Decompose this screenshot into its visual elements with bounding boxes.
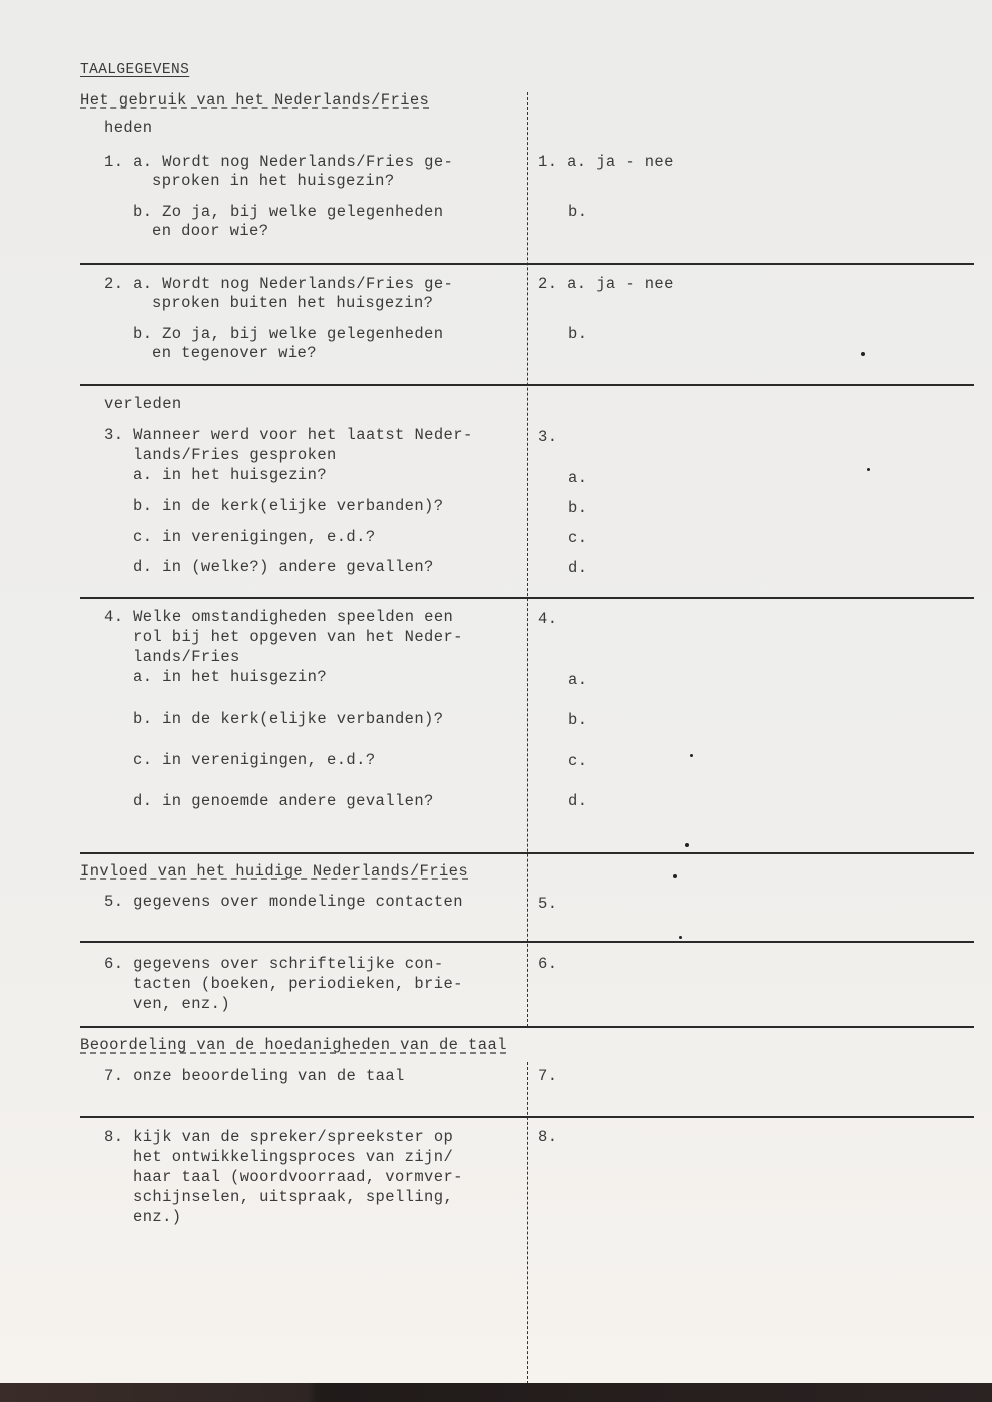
answer-field-3a[interactable]: a. — [568, 469, 588, 487]
scan-speck — [861, 352, 865, 356]
answer-field-4c[interactable]: c. — [568, 752, 588, 770]
question-text: en tegenover wie? — [152, 344, 317, 362]
row-divider — [80, 852, 974, 854]
question-text: lands/Fries — [133, 648, 240, 666]
question-text: sproken buiten het huisgezin? — [152, 294, 434, 312]
document-title: TAALGEGEVENS — [80, 62, 190, 78]
answer-field-1a[interactable]: 1. a. ja - nee — [538, 153, 674, 171]
question-item: d. in (welke?) andere gevallen? — [133, 558, 434, 576]
question-text: schijnselen, uitspraak, spelling, — [133, 1188, 454, 1206]
question-item: c. in verenigingen, e.d.? — [133, 751, 376, 769]
section-heading-invloed: Invloed van het huidige Nederlands/Fries — [80, 862, 469, 880]
section-heading-beoordeling: Beoordeling van de hoedanigheden van de taal — [80, 1036, 507, 1054]
question-text: haar taal (woordvoorraad, vormver- — [133, 1168, 463, 1186]
question-text: b. Zo ja, bij welke gelegenheden — [133, 203, 444, 221]
answer-field-4d[interactable]: d. — [568, 792, 588, 810]
scan-speck — [679, 936, 682, 939]
answer-field-1b[interactable]: b. — [568, 203, 588, 221]
question-text: 1. a. Wordt nog Nederlands/Fries ge- — [104, 153, 454, 171]
question-text: rol bij het opgeven van het Neder- — [133, 628, 463, 646]
question-text: b. Zo ja, bij welke gelegenheden — [133, 325, 444, 343]
row-divider — [80, 1116, 974, 1118]
scan-speck — [867, 468, 870, 471]
question-item: b. in de kerk(elijke verbanden)? — [133, 710, 444, 728]
section-heading-gebruik: Het gebruik van het Nederlands/Fries — [80, 91, 430, 109]
answer-field-4a[interactable]: a. — [568, 671, 588, 689]
answer-field-2b[interactable]: b. — [568, 325, 588, 343]
question-text: het ontwikkelingsproces van zijn/ — [133, 1148, 454, 1166]
scan-background-edge — [0, 1383, 992, 1402]
question-item: a. in het huisgezin? — [133, 466, 328, 484]
question-text: 4. Welke omstandigheden speelden een — [104, 608, 454, 626]
question-text: 5. gegevens over mondelinge contacten — [104, 893, 463, 911]
question-text: 7. onze beoordeling van de taal — [104, 1067, 405, 1085]
answer-field-3[interactable]: 3. — [538, 428, 558, 446]
scan-speck — [685, 843, 689, 847]
question-text: 6. gegevens over schriftelijke con- — [104, 955, 444, 973]
row-divider — [80, 597, 974, 599]
question-text: 2. a. Wordt nog Nederlands/Fries ge- — [104, 275, 454, 293]
question-text: lands/Fries gesproken — [133, 446, 337, 464]
answer-field-3d[interactable]: d. — [568, 559, 588, 577]
question-text: enz.) — [133, 1208, 182, 1226]
column-divider-lower — [527, 1062, 528, 1384]
question-item: c. in verenigingen, e.d.? — [133, 528, 376, 546]
answer-field-4b[interactable]: b. — [568, 711, 588, 729]
answer-field-2a[interactable]: 2. a. ja - nee — [538, 275, 674, 293]
answer-field-4[interactable]: 4. — [538, 610, 558, 628]
scan-speck — [673, 874, 677, 878]
answer-field-5[interactable]: 5. — [538, 895, 558, 913]
answer-field-7[interactable]: 7. — [538, 1067, 558, 1085]
answer-field-8[interactable]: 8. — [538, 1128, 558, 1146]
question-text: 3. Wanneer werd voor het laatst Neder- — [104, 426, 473, 444]
subheading-heden: heden — [104, 119, 153, 137]
question-text: sproken in het huisgezin? — [152, 172, 395, 190]
question-text: 8. kijk van de spreker/spreekster op — [104, 1128, 454, 1146]
question-item: b. in de kerk(elijke verbanden)? — [133, 497, 444, 515]
question-item: a. in het huisgezin? — [133, 668, 328, 686]
answer-field-3b[interactable]: b. — [568, 499, 588, 517]
row-divider — [80, 941, 974, 943]
row-divider — [80, 1026, 974, 1028]
scan-speck — [690, 754, 693, 757]
column-divider-upper — [527, 92, 528, 1027]
question-text: en door wie? — [152, 222, 269, 240]
row-divider — [80, 384, 974, 386]
answer-field-6[interactable]: 6. — [538, 955, 558, 973]
question-text: tacten (boeken, periodieken, brie- — [133, 975, 463, 993]
question-item: d. in genoemde andere gevallen? — [133, 792, 434, 810]
answer-field-3c[interactable]: c. — [568, 529, 588, 547]
subheading-verleden: verleden — [104, 395, 182, 413]
row-divider — [80, 263, 974, 265]
question-text: ven, enz.) — [133, 995, 231, 1013]
